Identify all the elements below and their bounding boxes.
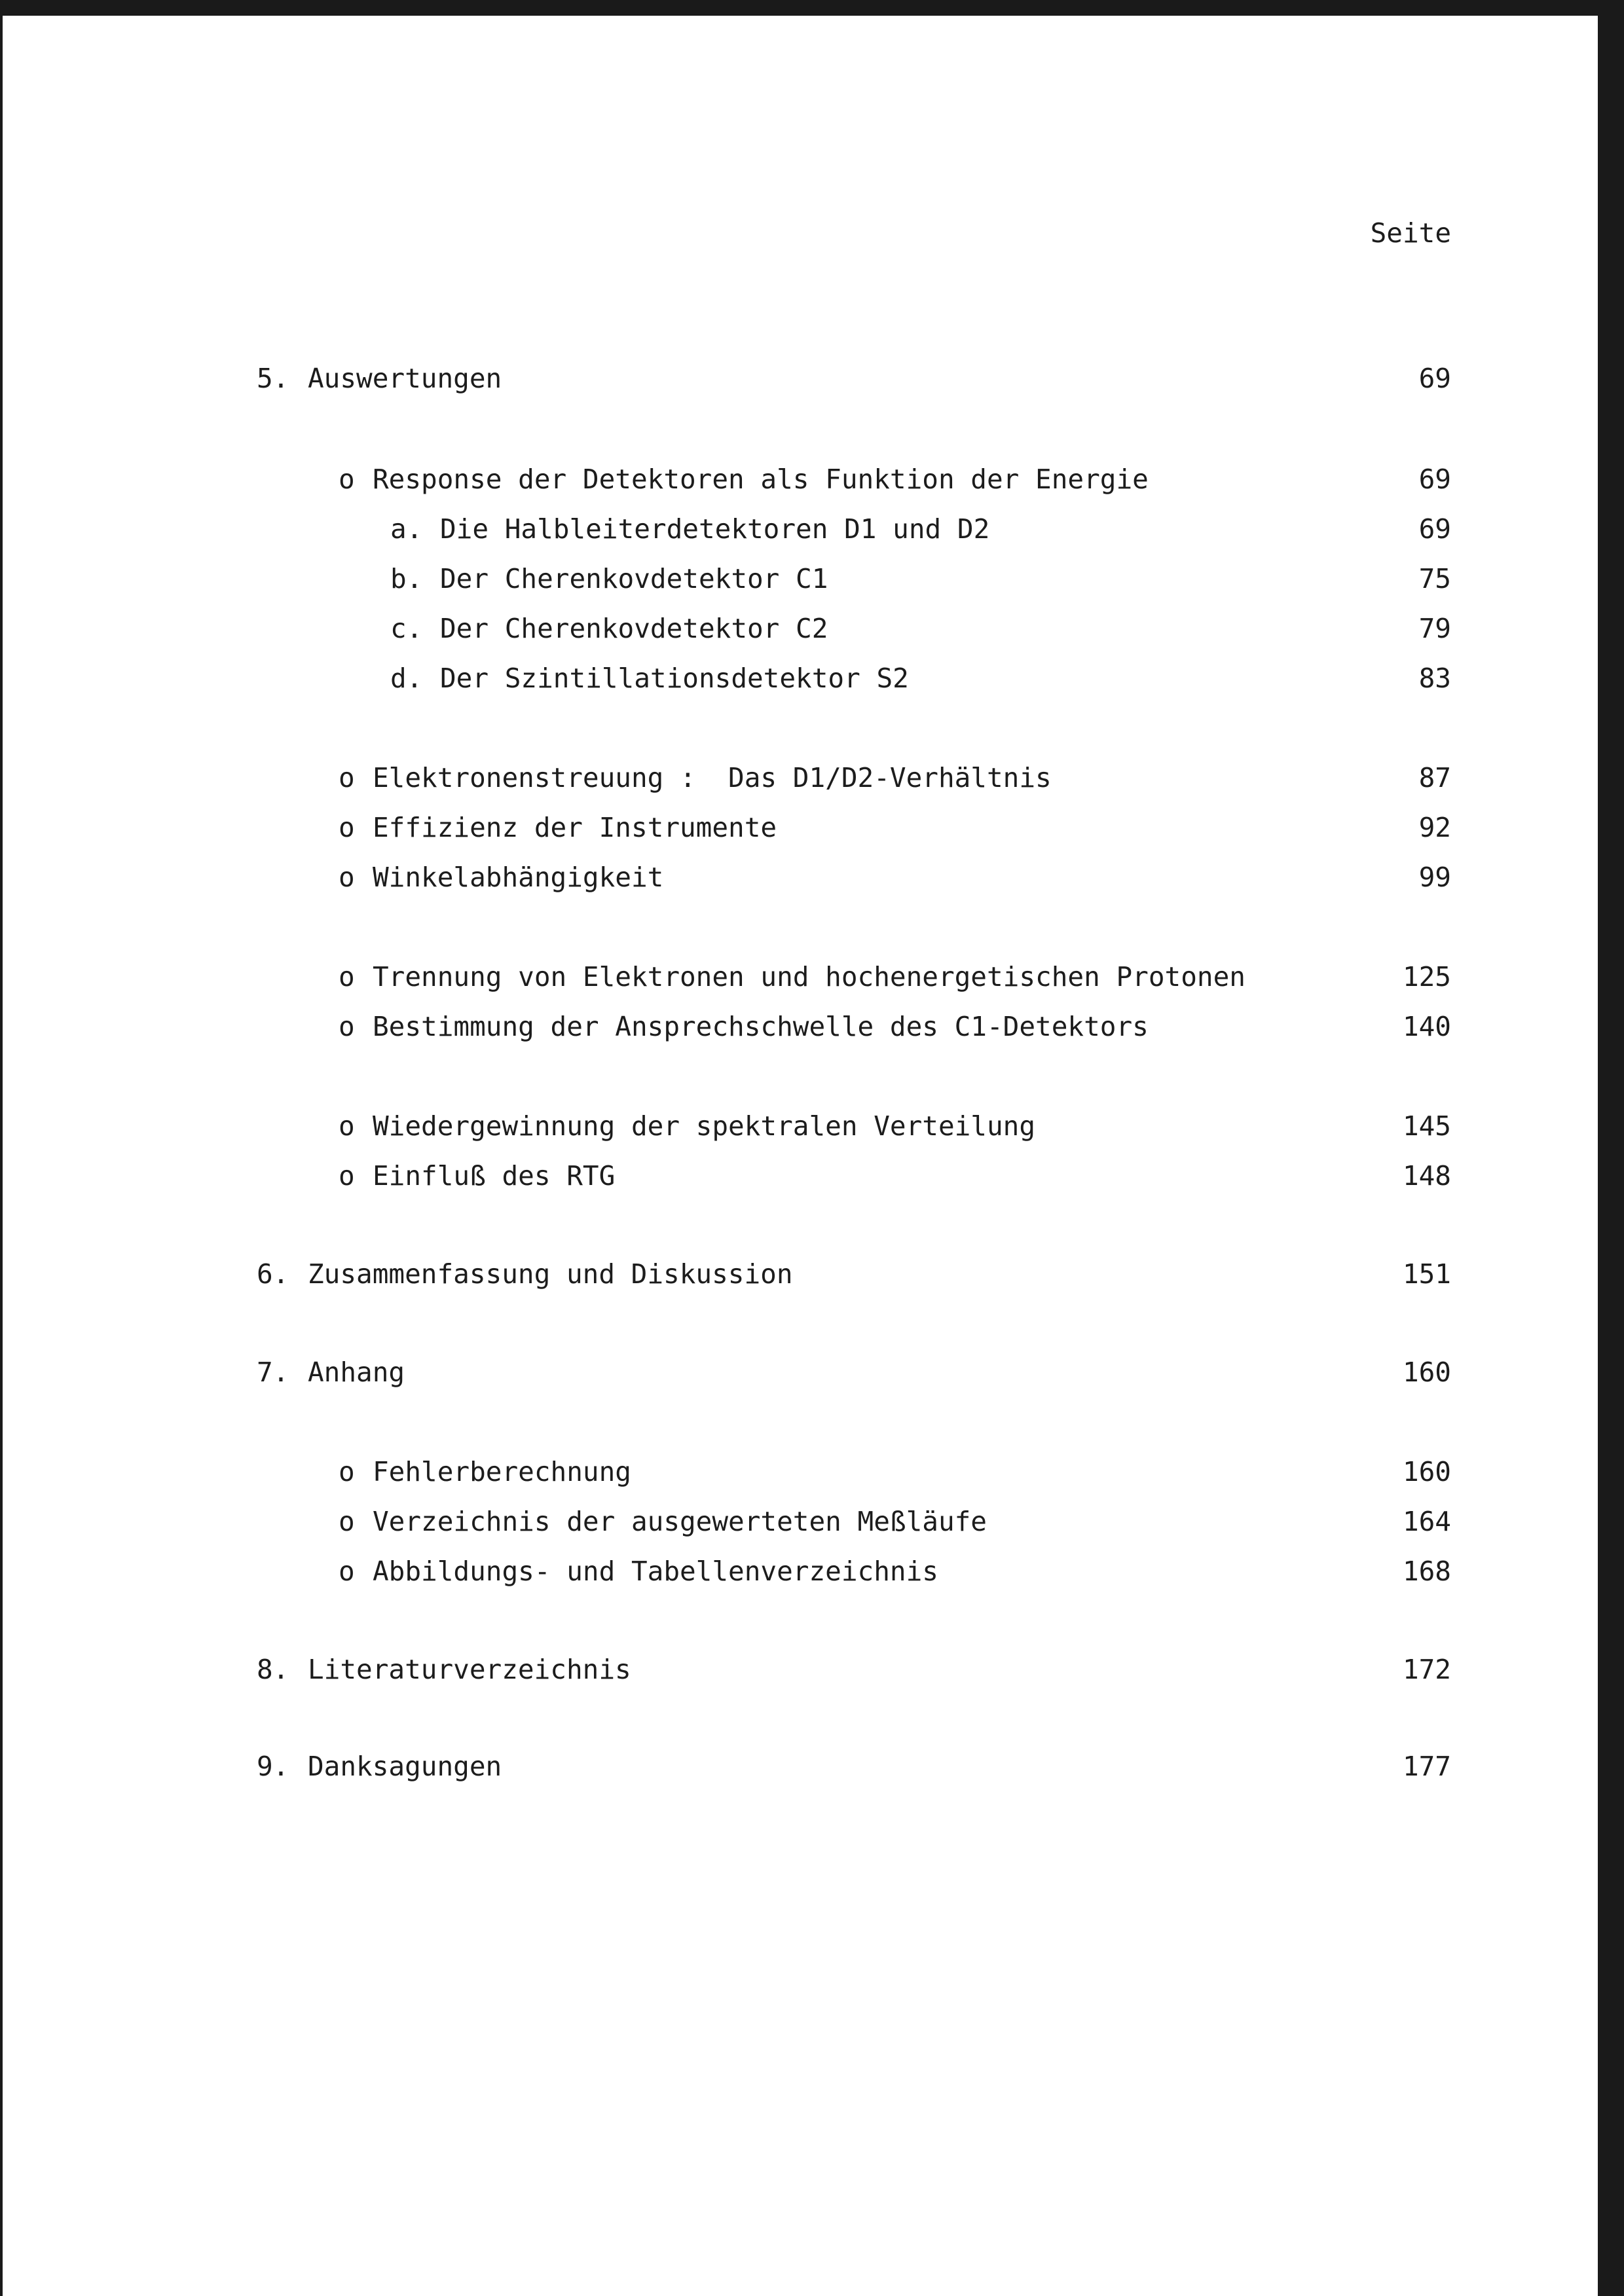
toc-entry [339, 808, 1451, 847]
toc-entry [339, 1156, 1451, 1195]
toc-label: Der Szintillationsdetektor S2 [440, 663, 909, 694]
toc-entry [339, 858, 1451, 897]
toc-label: Der Cherenkovdetektor C1 [440, 563, 828, 594]
toc-letter: c. [390, 613, 423, 644]
toc-chapter-8 [257, 1650, 1451, 1689]
toc-page: 160 [1402, 1456, 1451, 1487]
toc-number: 5. [257, 363, 289, 394]
toc-entry [339, 957, 1451, 996]
toc-chapter-6 [257, 1254, 1451, 1294]
toc-entry [339, 758, 1451, 797]
toc-entry [339, 1452, 1451, 1491]
toc-page: 83 [1418, 663, 1451, 694]
toc-number: 6. [257, 1258, 289, 1290]
toc-label: Effizienz der Instrumente [373, 812, 777, 843]
toc-bullet: o [339, 1506, 355, 1537]
toc-page: 145 [1402, 1110, 1451, 1142]
toc-bullet: o [339, 1110, 355, 1142]
toc-page: 164 [1402, 1506, 1451, 1537]
toc-entry [339, 1502, 1451, 1541]
toc-entry [339, 460, 1451, 499]
toc-entry [339, 1007, 1451, 1046]
toc-chapter-5 [257, 359, 1451, 398]
toc-page: 151 [1402, 1258, 1451, 1290]
toc-page: 172 [1402, 1654, 1451, 1685]
toc-page: 69 [1418, 464, 1451, 495]
toc-page: 75 [1418, 563, 1451, 594]
toc-entry [339, 1106, 1451, 1146]
toc-label: Anhang [308, 1357, 405, 1388]
toc-label: Wiedergewinnung der spektralen Verteilung [373, 1110, 1036, 1142]
toc-page: 79 [1418, 613, 1451, 644]
toc-subentry [390, 559, 1451, 598]
toc-label: Die Halbleiterdetektoren D1 und D2 [440, 513, 990, 545]
toc-label: Literaturverzeichnis [308, 1654, 631, 1685]
toc-page: 168 [1402, 1556, 1451, 1587]
toc-letter: b. [390, 563, 423, 594]
toc-number: 8. [257, 1654, 289, 1685]
toc-bullet: o [339, 464, 355, 495]
toc-bullet: o [339, 1556, 355, 1587]
toc-label: Verzeichnis der ausgewerteten Meßläufe [373, 1506, 987, 1537]
toc-page: 140 [1402, 1011, 1451, 1042]
toc-page: 87 [1418, 762, 1451, 793]
toc-page: 99 [1418, 862, 1451, 893]
toc-page: 92 [1418, 812, 1451, 843]
toc-number: 7. [257, 1357, 289, 1388]
toc-bullet: o [339, 812, 355, 843]
toc-bullet: o [339, 961, 355, 993]
toc-bullet: o [339, 1011, 355, 1042]
toc-bullet: o [339, 1456, 355, 1487]
toc-label: Abbildungs- und Tabellenverzeichnis [373, 1556, 938, 1587]
toc-label: Response der Detektoren als Funktion der Energie [373, 464, 1149, 495]
toc-label: Bestimmung der Ansprechschwelle des C1-Detektors [373, 1011, 1149, 1042]
toc-page: 69 [1418, 363, 1451, 394]
toc-label: Trennung von Elektronen und hochenergetischen Protonen [373, 961, 1246, 993]
toc-subentry [390, 509, 1451, 549]
toc-number: 9. [257, 1751, 289, 1782]
toc-page: 125 [1402, 961, 1451, 993]
toc-label: Auswertungen [308, 363, 502, 394]
toc-label: Elektronenstreuung : Das D1/D2-Verhältnis [373, 762, 1052, 793]
toc-page: 160 [1402, 1357, 1451, 1388]
toc-bullet: o [339, 1160, 355, 1192]
toc-page: 148 [1402, 1160, 1451, 1192]
page-column-header: Seite [1370, 217, 1451, 249]
document-page [3, 16, 1598, 2296]
toc-chapter-9 [257, 1747, 1451, 1786]
toc-label: Der Cherenkovdetektor C2 [440, 613, 828, 644]
toc-entry [339, 1552, 1451, 1591]
toc-bullet: o [339, 862, 355, 893]
toc-page: 177 [1402, 1751, 1451, 1782]
toc-letter: d. [390, 663, 423, 694]
toc-page: 69 [1418, 513, 1451, 545]
toc-label: Zusammenfassung und Diskussion [308, 1258, 793, 1290]
toc-label: Fehlerberechnung [373, 1456, 631, 1487]
toc-chapter-7 [257, 1353, 1451, 1392]
toc-label: Danksagungen [308, 1751, 502, 1782]
toc-label: Winkelabhängigkeit [373, 862, 664, 893]
toc-letter: a. [390, 513, 423, 545]
toc-subentry [390, 659, 1451, 698]
toc-label: Einfluß des RTG [373, 1160, 616, 1192]
toc-subentry [390, 609, 1451, 648]
toc-bullet: o [339, 762, 355, 793]
